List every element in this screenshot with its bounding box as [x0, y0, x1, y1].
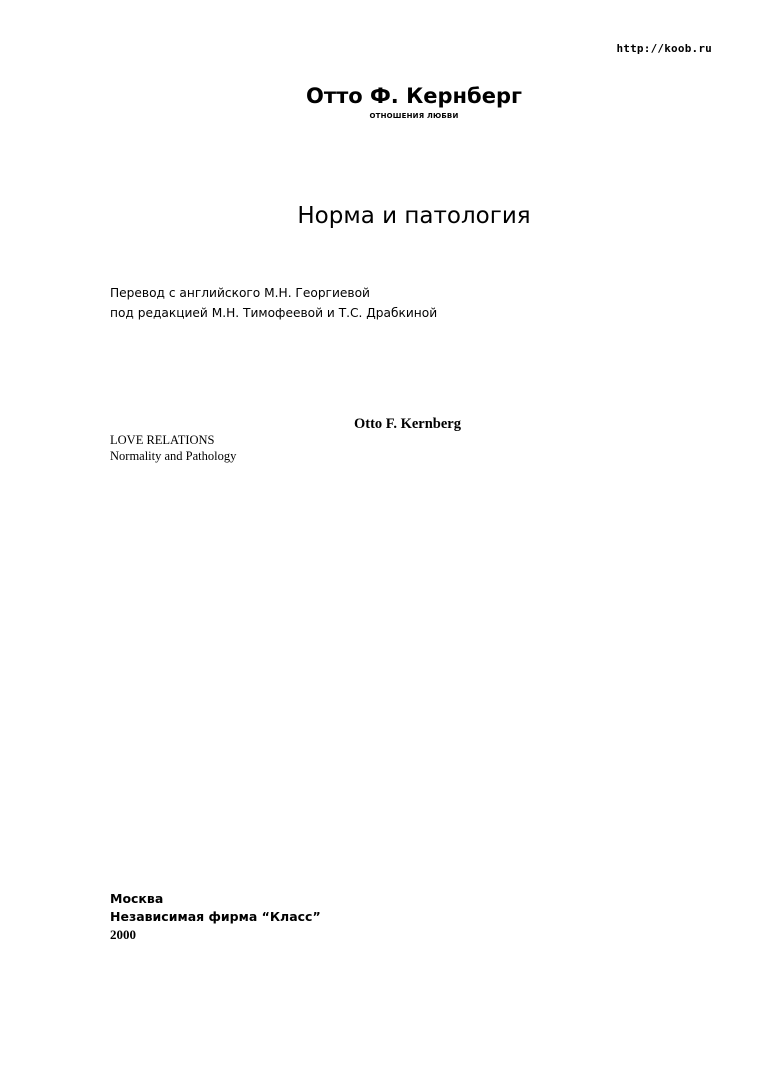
- publisher-city: Москва: [110, 891, 164, 906]
- publication-year: 2000: [110, 927, 136, 942]
- publisher-block: [110, 890, 321, 944]
- source-url: http://koob.ru: [616, 42, 712, 55]
- editor-line: под редакцией М.Н. Тимофеевой и Т.С. Драбкиной: [110, 306, 438, 320]
- original-title: LOVE RELATIONS: [110, 433, 215, 447]
- original-title-block: [110, 432, 236, 464]
- author-name-ru: Отто Ф. Кернберг: [306, 84, 522, 108]
- author-name-en: Otto F. Kernberg: [354, 416, 461, 432]
- book-title-ru: ОТНОШЕНИЯ ЛЮБВИ: [369, 112, 459, 120]
- publisher-name: Независимая фирма “Класс”: [110, 909, 321, 924]
- book-subtitle-ru: Норма и патология: [297, 203, 531, 229]
- translator-line: Перевод с английского М.Н. Георгиевой: [110, 286, 370, 300]
- translation-credits: [110, 283, 437, 323]
- original-subtitle: Normality and Pathology: [110, 449, 237, 463]
